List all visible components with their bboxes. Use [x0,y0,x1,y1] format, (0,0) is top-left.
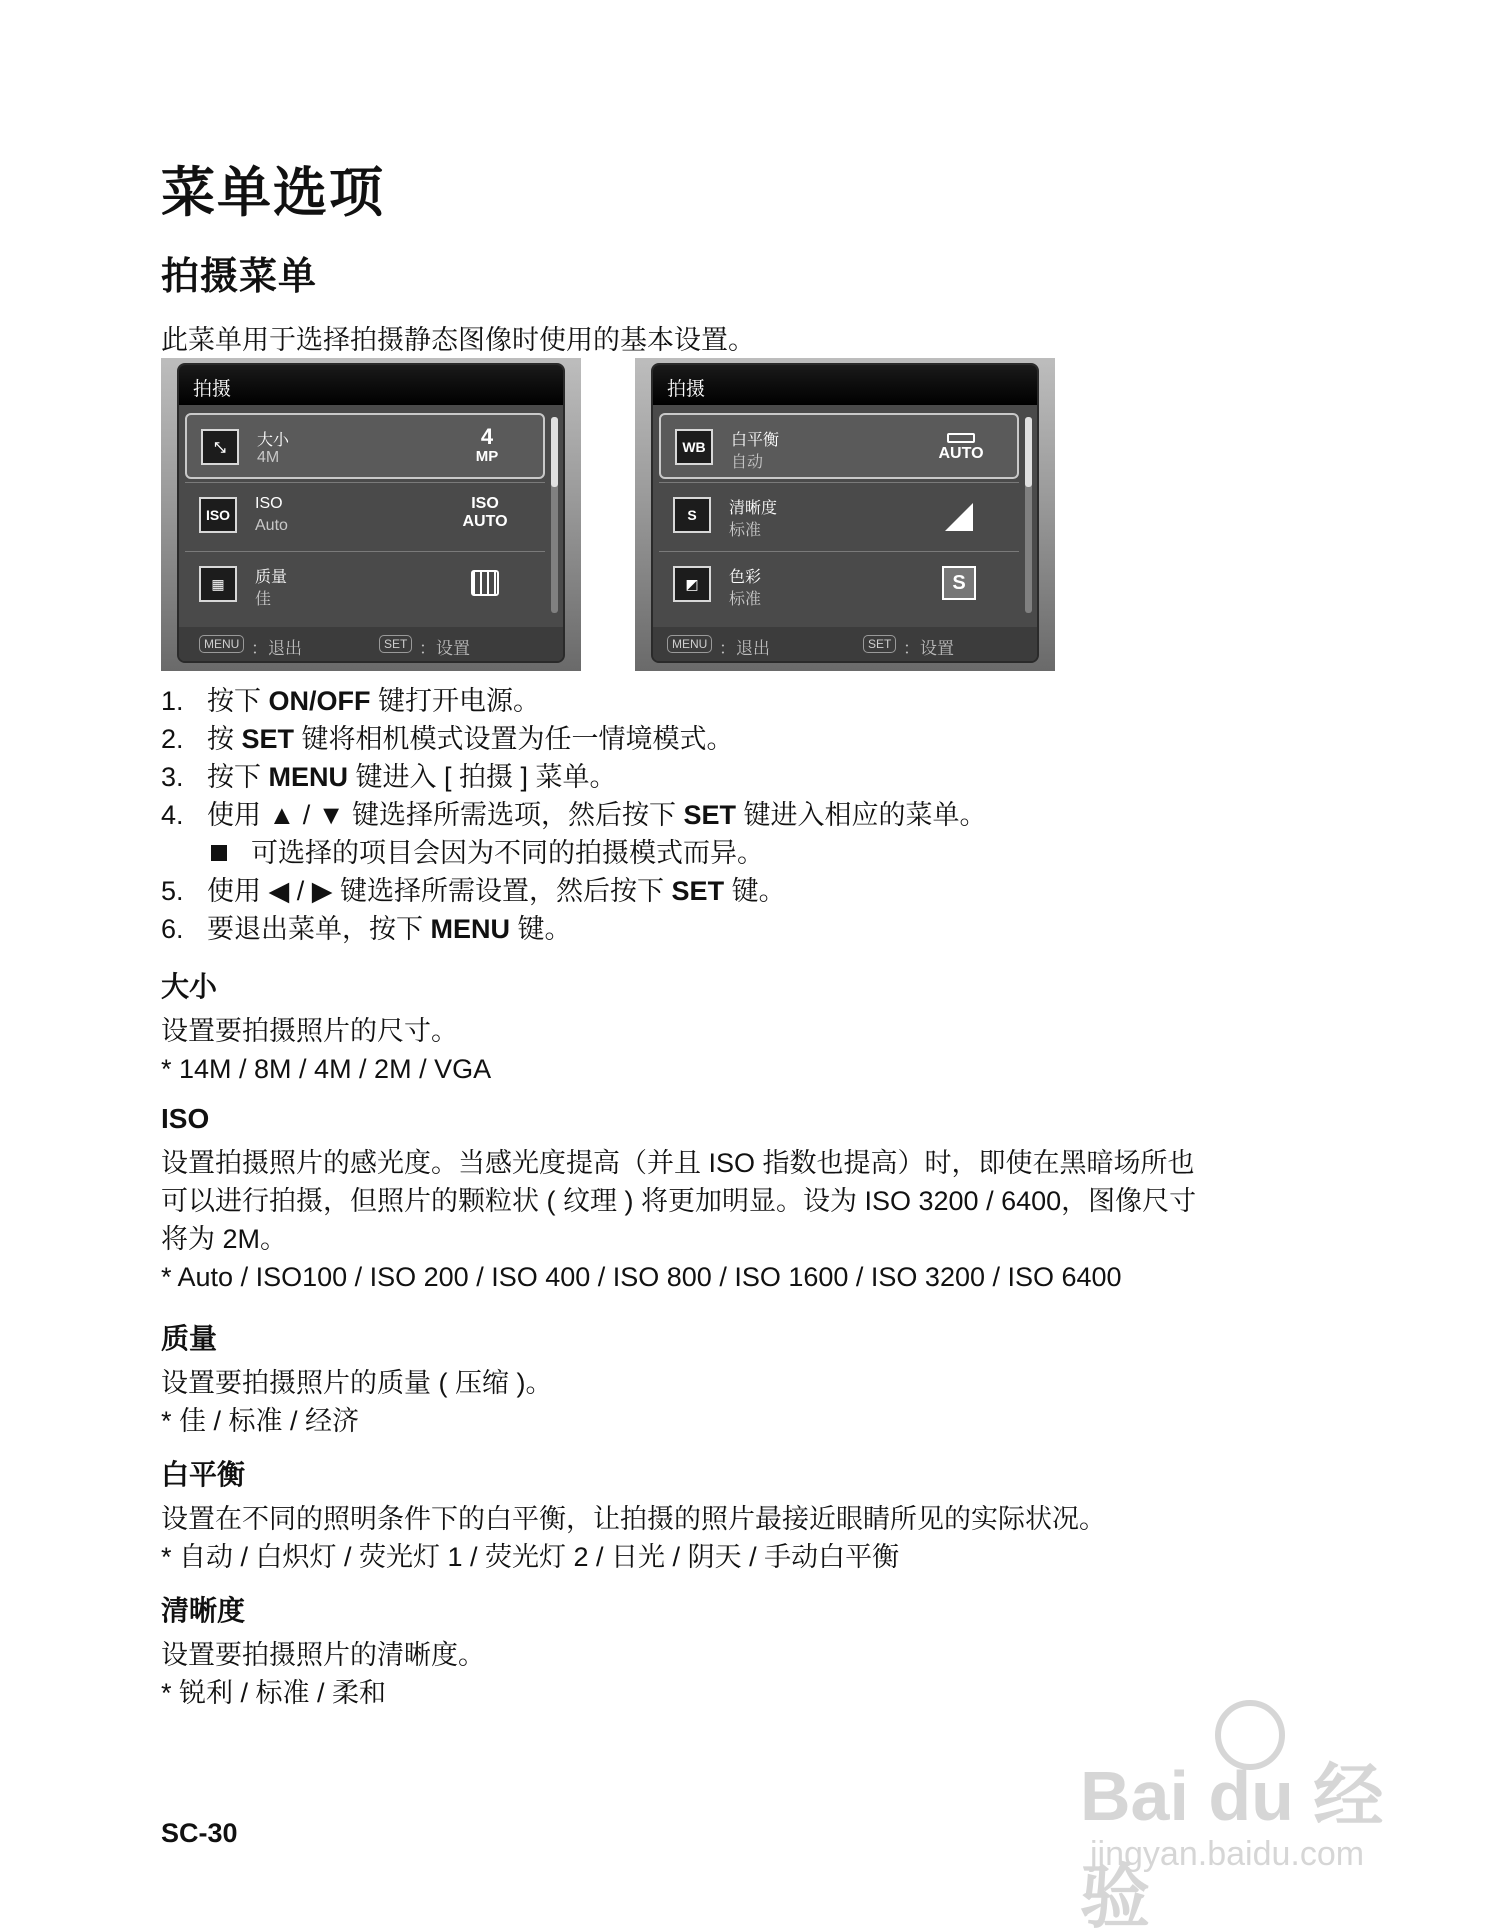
row-name: 白平衡 [731,432,780,449]
exit-hint: ：退出 [719,639,770,658]
step-item: 3. 按下 MENU 键进入 [ 拍摄 ] 菜单。 [161,762,617,792]
exit-hint: ：退出 [251,639,302,658]
step-item: 4. 使用 ▲ / ▼ 键选择所需选项，然后按下 SET 键进入相应的菜单。 [161,800,987,830]
color-icon: ◩ [673,566,711,602]
section-sharpness [161,1592,1341,1712]
menu-row-size[interactable] [185,413,545,479]
row-value: 4M [257,449,280,466]
page-number: SC-30 [161,1818,238,1848]
scroll-thumb[interactable] [551,417,558,487]
section-options: * 自动 / 白炽灯 / 荧光灯 1 / 荧光灯 2 / 日光 / 阴天 / 手动白平衡 [161,1542,900,1572]
step-item: 1. 按下 ON/OFF 键打开电源。 [161,686,541,716]
menu-row-sharpness[interactable] [659,483,1019,549]
section-heading: 大小 [161,971,218,1002]
row-name: ISO [255,495,283,512]
row-value: Auto [255,517,288,534]
section-options: * 14M / 8M / 4M / 2M / VGA [161,1054,492,1084]
quality-icon: ▦ [199,566,237,602]
section-size [161,968,1341,1088]
camera-menu-screen-2 [635,358,1055,671]
section-options: * 佳 / 标准 / 经济 [161,1406,360,1436]
section-text: 设置要拍摄照片的质量 ( 压缩 )。 [161,1368,553,1398]
step-item: 6. 要退出菜单，按下 MENU 键。 [161,914,572,944]
step-item: 2. 按 SET 键将相机模式设置为任一情境模式。 [161,724,734,754]
menu-row-color[interactable] [659,552,1019,618]
set-hint: ：设置 [419,639,470,658]
menu-row-white-balance[interactable] [659,413,1019,479]
menu-footer [179,627,565,663]
iso-icon: ISO [199,497,237,533]
section-text: 设置拍摄照片的感光度。当感光度提高（并且 ISO 指数也提高）时，即使在黑暗场所也 [161,1148,1195,1178]
row-name: 质量 [255,569,288,586]
section-white-balance [161,1456,1341,1576]
row-value: 自动 [731,454,764,471]
baidu-watermark [1060,1700,1440,1928]
bullet-square-icon [211,845,227,861]
scroll-thumb[interactable] [1025,417,1032,487]
section-text: 设置要拍摄照片的尺寸。 [161,1016,458,1046]
instruction-steps [161,682,987,948]
section-heading: 清晰度 [161,1595,246,1626]
page-title: 菜单选项 [161,163,385,223]
menu-footer [653,627,1039,663]
section-options: * Auto / ISO100 / ISO 200 / ISO 400 / ISO 800 / ISO 1600 / ISO 3200 / ISO 6400 [161,1262,1122,1292]
menu-row-iso[interactable] [185,483,545,549]
set-hint: ：设置 [903,639,954,658]
set-key-icon: SET [379,635,412,653]
watermark-url: jingyan.baidu.com [1090,1835,1365,1873]
wb-auto-icon: AUTO [931,427,991,469]
section-heading: ISO [161,1103,210,1134]
white-balance-icon: WB [675,429,713,465]
size-4mp-icon: 4 MP [475,424,499,465]
row-value: 标准 [729,522,762,539]
color-standard-icon: S [929,564,989,606]
section-text: 设置要拍摄照片的清晰度。 [161,1640,485,1670]
section-text: 可以进行拍摄，但照片的颗粒状 ( 纹理 ) 将更加明显。设为 ISO 3200 / 6400，图像尺寸 [161,1186,1197,1216]
quality-fine-icon [455,564,515,606]
row-value: 佳 [255,591,272,608]
intro-text: 此菜单用于选择拍摄静态图像时使用的基本设置。 [161,325,755,355]
sharpness-normal-icon [929,495,989,537]
section-options: * 锐利 / 标准 / 柔和 [161,1678,387,1708]
menu-row-quality[interactable] [185,552,545,618]
row-name: 清晰度 [729,500,778,517]
section-heading: 白平衡 [161,1459,246,1490]
row-value: 标准 [729,591,762,608]
section-text: 设置在不同的照明条件下的白平衡，让拍摄的照片最接近眼睛所见的实际状况。 [161,1504,1106,1534]
scrollbar[interactable] [551,417,558,613]
size-icon: ⤡ [201,429,239,465]
scrollbar[interactable] [1025,417,1032,613]
sharpness-icon: S [673,497,711,533]
set-key-icon: SET [863,635,896,653]
section-heading: 质量 [161,1323,218,1354]
camera-menu-screen-1 [161,358,581,671]
menu-header: 拍摄 [179,365,563,405]
section-iso [161,1100,1341,1296]
watermark-logo: Bai du 经验 [1080,1757,1384,1928]
menu-key-icon: MENU [667,635,712,653]
menu-key-icon: MENU [199,635,244,653]
iso-auto-icon: ISO AUTO [462,495,508,530]
section-title: 拍摄菜单 [161,256,318,298]
step-note: 可选择的项目会因为不同的拍摄模式而异。 [161,834,987,872]
row-name: 色彩 [729,569,762,586]
step-item: 5. 使用 ◀ / ▶ 键选择所需设置，然后按下 SET 键。 [161,876,786,906]
section-quality [161,1320,1341,1440]
menu-header: 拍摄 [653,365,1037,405]
section-text: 将为 2M。 [161,1224,288,1254]
row-name: 大小 [257,432,290,449]
